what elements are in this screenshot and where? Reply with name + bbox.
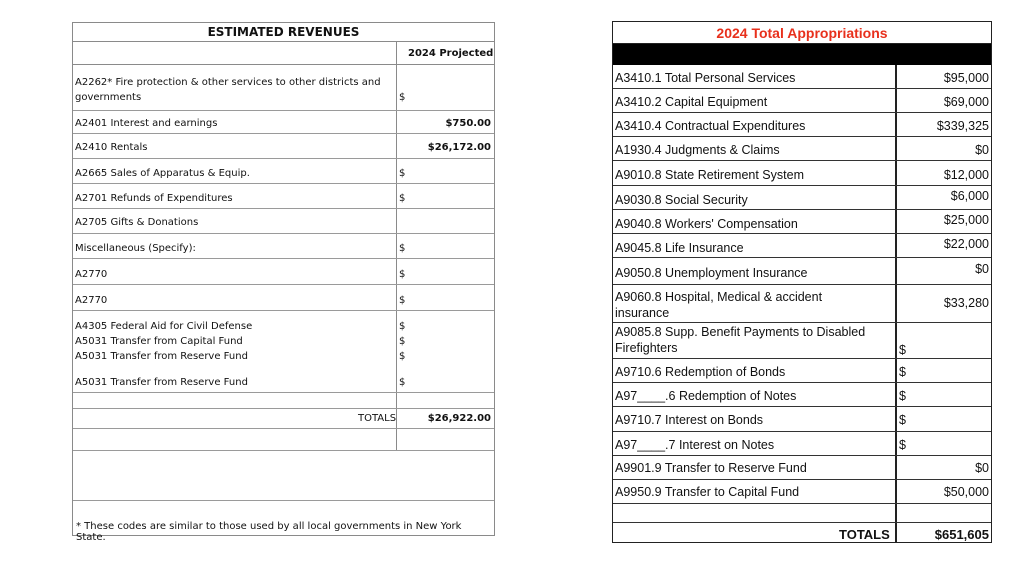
- revenue-row: [73, 111, 494, 134]
- revenue-blank-row: [73, 429, 494, 451]
- revenue-amount: $26,172.00: [427, 142, 491, 153]
- appropriation-label: A9050.8 Unemployment Insurance: [615, 266, 808, 280]
- appropriation-label: A9030.8 Social Security: [615, 193, 748, 207]
- revenue-dollar: $: [399, 243, 406, 254]
- appropriation-amount: $33,280: [943, 296, 989, 310]
- appropriations-totals-row: [613, 523, 991, 543]
- appropriation-row: [613, 161, 991, 186]
- appropriation-row: [613, 210, 991, 234]
- appropriation-row: [613, 383, 991, 407]
- appropriation-label: A9950.9 Transfer to Capital Fund: [615, 485, 800, 499]
- revenue-label: A2665 Sales of Apparatus & Equip.: [75, 168, 250, 179]
- revenues-totals-label: TOTALS: [358, 413, 397, 424]
- revenue-row: [73, 209, 494, 234]
- appropriation-label-cont: Firefighters: [615, 341, 678, 355]
- revenue-row-group: [73, 311, 494, 368]
- revenue-label: A2401 Interest and earnings: [75, 118, 218, 129]
- appropriation-label: A3410.2 Capital Equipment: [615, 95, 768, 109]
- appropriation-dollar: $: [899, 413, 906, 427]
- appropriation-row: [613, 456, 991, 480]
- revenue-amount: $750.00: [445, 118, 491, 129]
- appropriation-label: A9040.8 Workers' Compensation: [615, 217, 798, 231]
- appropriation-dollar: $: [899, 438, 906, 452]
- appropriation-row: [613, 480, 991, 504]
- appropriation-label: A97____.7 Interest on Notes: [615, 438, 775, 452]
- appropriation-row: [613, 89, 991, 113]
- appropriation-amount: $22,000: [943, 237, 989, 251]
- revenue-dollar: $: [399, 351, 406, 362]
- appropriation-row: [613, 113, 991, 137]
- revenue-dollar: $: [399, 336, 406, 347]
- appropriation-label: A3410.4 Contractual Expenditures: [615, 119, 806, 133]
- appropriation-amount: $0: [975, 262, 989, 276]
- appropriation-dollar: $: [899, 343, 906, 357]
- appropriation-label: A9710.6 Redemption of Bonds: [615, 365, 786, 379]
- revenue-row: [73, 368, 494, 393]
- appropriation-dollar: $: [899, 365, 906, 379]
- appropriation-row: [613, 65, 991, 89]
- appropriation-amount: $6,000: [950, 189, 989, 203]
- appropriations-form: [612, 21, 992, 543]
- revenue-blank-row: [73, 451, 494, 501]
- revenue-blank-row: [73, 393, 494, 409]
- revenue-row: [73, 134, 494, 159]
- appropriation-blank-row: [613, 504, 991, 523]
- revenues-footnote: * These codes are similar to those used by all local governments in New York State.: [76, 521, 462, 543]
- appropriation-row: [613, 407, 991, 432]
- revenue-label: A5031 Transfer from Capital Fund: [75, 336, 243, 347]
- appropriation-row: [613, 258, 991, 285]
- revenue-label-cont: governments: [75, 92, 142, 103]
- revenue-label: A2410 Rentals: [75, 142, 148, 153]
- revenue-label: A4305 Federal Aid for Civil Defense: [75, 321, 253, 332]
- appropriation-label: A9901.9 Transfer to Reserve Fund: [615, 461, 807, 475]
- revenue-label: A5031 Transfer from Reserve Fund: [75, 377, 248, 388]
- revenue-dollar: $: [399, 377, 406, 388]
- appropriation-row: [613, 186, 991, 210]
- revenue-dollar: $: [399, 193, 406, 204]
- revenue-dollar: $: [399, 269, 406, 280]
- revenue-label: A2770: [75, 269, 108, 280]
- revenue-dollar: $: [399, 168, 406, 179]
- appropriation-amount: $0: [975, 143, 989, 157]
- revenue-label: A2701 Refunds of Expenditures: [75, 193, 233, 204]
- appropriation-label: A97____.6 Redemption of Notes: [615, 389, 797, 403]
- appropriation-row: [613, 323, 991, 359]
- appropriation-label: A1930.4 Judgments & Claims: [615, 143, 780, 157]
- appropriation-label: A9010.8 State Retirement System: [615, 168, 804, 182]
- revenue-dollar: $: [399, 295, 406, 306]
- appropriations-totals-amount: $651,605: [934, 527, 989, 542]
- appropriation-dollar: $: [899, 389, 906, 403]
- appropriation-amount: $69,000: [943, 95, 989, 109]
- projected-column-header: 2024 Projected: [408, 48, 494, 59]
- appropriation-row: [613, 234, 991, 258]
- appropriation-label-cont: insurance: [615, 306, 670, 320]
- appropriation-label: A9085.8 Supp. Benefit Payments to Disabled: [615, 325, 866, 339]
- revenue-row: [73, 184, 494, 209]
- appropriation-label: A9710.7 Interest on Bonds: [615, 413, 764, 427]
- revenues-column-header-row: [73, 42, 494, 65]
- revenue-row: [73, 285, 494, 311]
- estimated-revenues-form: [72, 22, 495, 543]
- appropriations-header-bar: [613, 44, 991, 65]
- revenue-label: Miscellaneous (Specify):: [75, 243, 196, 254]
- appropriation-amount: $25,000: [943, 213, 989, 227]
- appropriation-label: A9045.8 Life Insurance: [615, 241, 744, 255]
- revenue-label: A2770: [75, 295, 108, 306]
- appropriation-amount: $50,000: [943, 485, 989, 499]
- appropriation-amount: $0: [975, 461, 989, 475]
- revenue-label: A2705 Gifts & Donations: [75, 217, 199, 228]
- revenues-totals-amount: $26,922.00: [427, 413, 491, 424]
- appropriations-title: 2024 Total Appropriations: [613, 22, 991, 44]
- revenue-row: [73, 159, 494, 184]
- appropriation-row: [613, 359, 991, 383]
- appropriations-totals-label: TOTALS: [839, 527, 890, 542]
- revenue-label: A5031 Transfer from Reserve Fund: [75, 351, 248, 362]
- appropriation-amount: $339,325: [936, 119, 989, 133]
- appropriation-row: [613, 137, 991, 161]
- revenue-totals-row: [73, 409, 494, 429]
- revenue-label: A2262* Fire protection & other services to other districts and: [75, 77, 381, 88]
- appropriation-amount: $95,000: [943, 71, 989, 85]
- revenues-title: ESTIMATED REVENUES: [73, 23, 494, 42]
- appropriation-label: A3410.1 Total Personal Services: [615, 71, 796, 85]
- appropriation-row: [613, 432, 991, 456]
- appropriation-row: [613, 285, 991, 323]
- revenue-row: [73, 234, 494, 259]
- appropriation-label: A9060.8 Hospital, Medical & accident: [615, 290, 823, 304]
- revenue-row: [73, 65, 494, 111]
- revenue-dollar: $: [399, 92, 406, 103]
- revenue-row: [73, 259, 494, 285]
- appropriation-amount: $12,000: [943, 168, 989, 182]
- revenue-dollar: $: [399, 321, 406, 332]
